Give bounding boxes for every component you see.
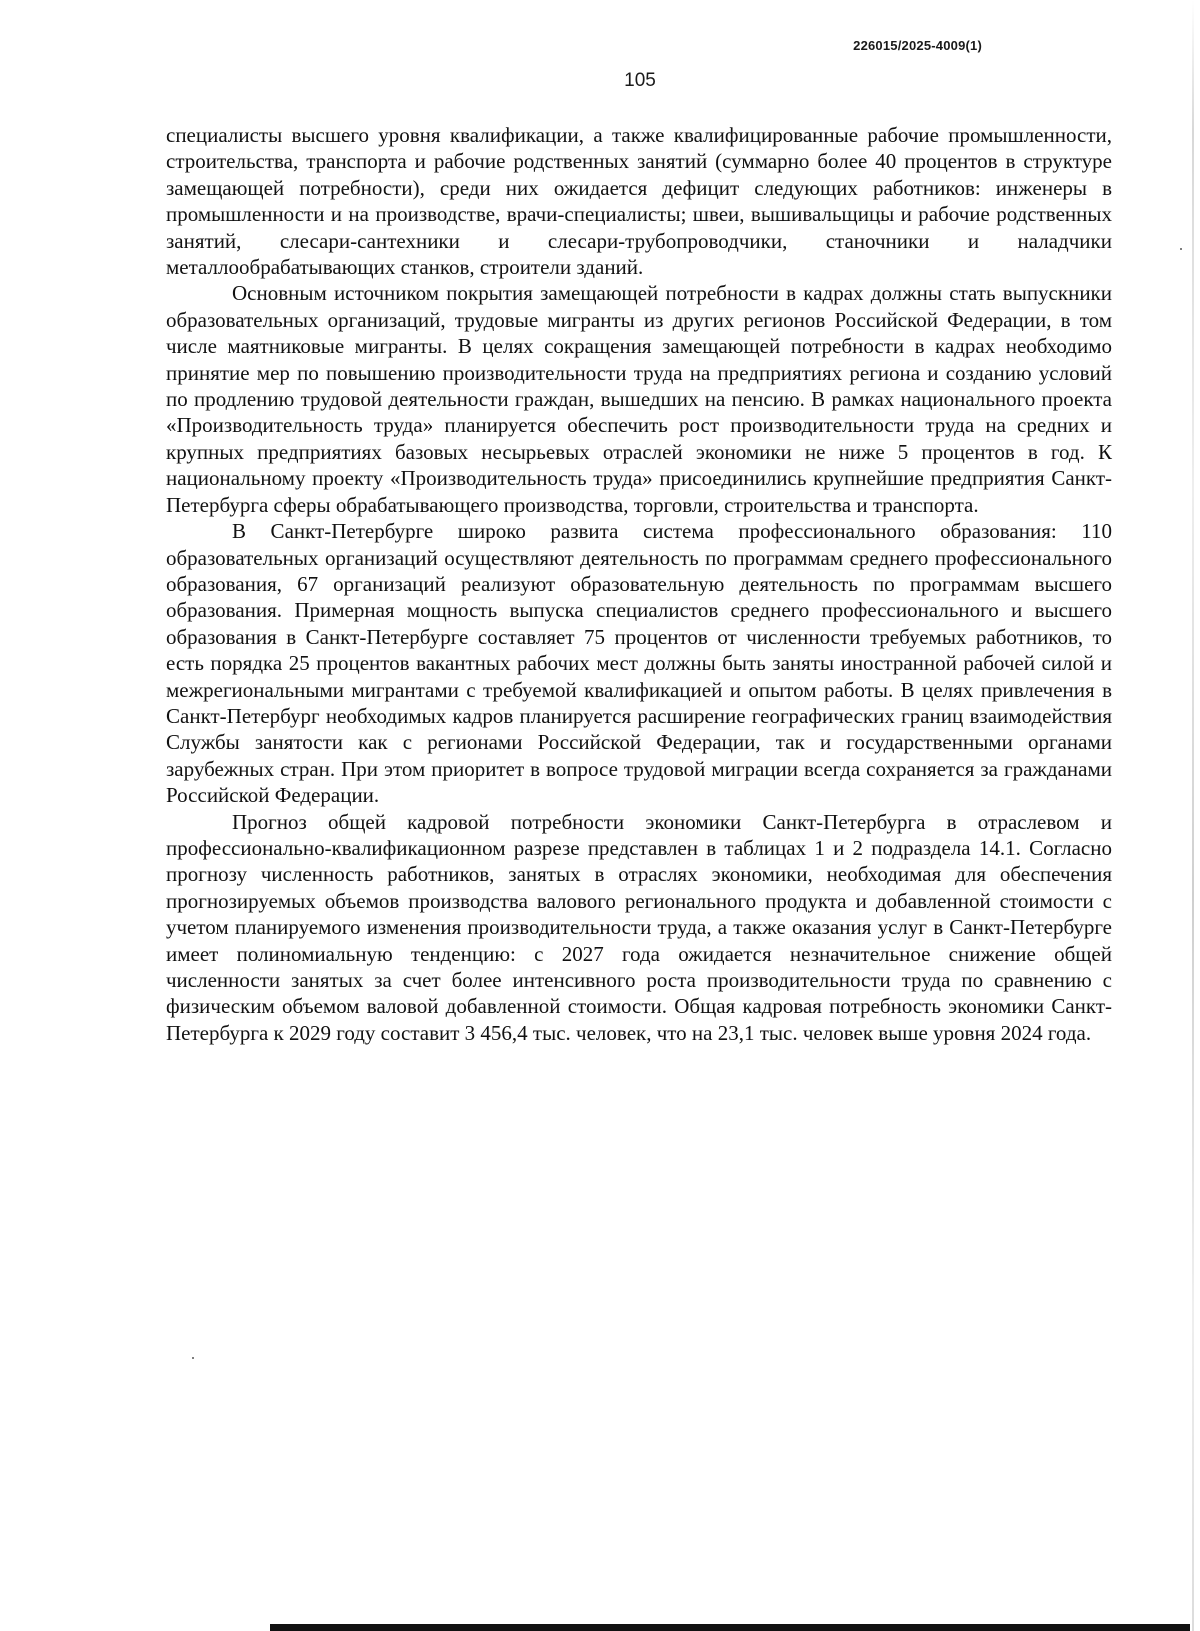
scan-edge-right (1192, 0, 1194, 1631)
scan-speck (192, 1357, 194, 1359)
scan-speck (1180, 248, 1182, 250)
document-registration-number: 226015/2025-4009(1) (853, 38, 982, 53)
document-body (166, 122, 1112, 1046)
paragraph-continuation: специалисты высшего уровня квалификации, а также квалифицированные рабочие промышленности, строительства, транспорта и рабочие родственных занятий (суммарно более 40 процентов в структуре замещающей потребности), среди них ожидается дефицит следующих работников: инженеры в промышленности и на производстве, врачи-специалисты; швеи, вышивальщицы и рабочие родственных занятий, слесари-сантехники и слесари-трубопроводчики, станочники и наладчики металлообрабатывающих станков, строители зданий. (166, 123, 1112, 280)
paragraph-staffing-forecast: Прогноз общей кадровой потребности экономики Санкт-Петербурга в отраслевом и профессионально-квалификационном разрезе представлен в таблицах 1 и 2 подраздела 14.1. Согласно прогнозу численность работников, занятых в отраслях экономики, необходимая для обеспечения прогнозируемых объемов производства валового регионального продукта и добавленной стоимости с учетом планируемого изменения производительности труда, а также оказания услуг в Санкт-Петербурге имеет полиномиальную тенденцию: с 2027 года ожидается незначительное снижение общей численности занятых за счет более интенсивного роста производительности труда по сравнению с физическим объемом валовой добавленной стоимости. Общая кадровая потребность экономики Санкт-Петербурга к 2029 году составит 3 456,4 тыс. человек, что на 23,1 тыс. человек выше уровня 2024 года. (166, 809, 1112, 1045)
paragraph-professional-education: В Санкт-Петербурге широко развита система профессионального образования: 110 образовательных организаций осуществляют деятельность по программам среднего профессионального образования, 67 организаций реализуют образовательную деятельность по программам высшего образования. Примерная мощность выпуска специалистов среднего профессионального и высшего образования в Санкт-Петербурге составляет 75 процентов от численности требуемых работников, то есть порядка 25 процентов вакантных рабочих мест должны быть заняты иностранной рабочей силой и межрегиональными мигрантами с требуемой квалификацией и опытом работы. В целях привлечения в Санкт-Петербург необходимых кадров планируется расширение географических границ взаимодействия Службы занятости как с регионами Российской Федерации, так и государственными органами зарубежных стран. При этом приоритет в вопросе трудовой миграции всегда сохраняется за гражданами Российской Федерации. (166, 519, 1112, 808)
scan-edge-bottom (270, 1624, 1190, 1631)
paragraph-replacement-sources: Основным источником покрытия замещающей потребности в кадрах должны стать выпускники образовательных организаций, трудовые мигранты из других регионов Российской Федерации, в том числе маятниковые мигранты. В целях сокращения замещающей потребности в кадрах необходимо принятие мер по повышению производительности труда на предприятиях региона и созданию условий по продлению трудовой деятельности граждан, вышедших на пенсию. В рамках национального проекта «Производительность труда» планируется обеспечить рост производительности труда на средних и крупных предприятиях базовых несырьевых отраслей экономики не ниже 5 процентов в год. К национальному проекту «Производительность труда» присоединились крупнейшие предприятия Санкт-Петербурга сферы обрабатывающего производства, торговли, строительства и транспорта. (166, 281, 1112, 517)
page-number: 105 (624, 70, 656, 91)
